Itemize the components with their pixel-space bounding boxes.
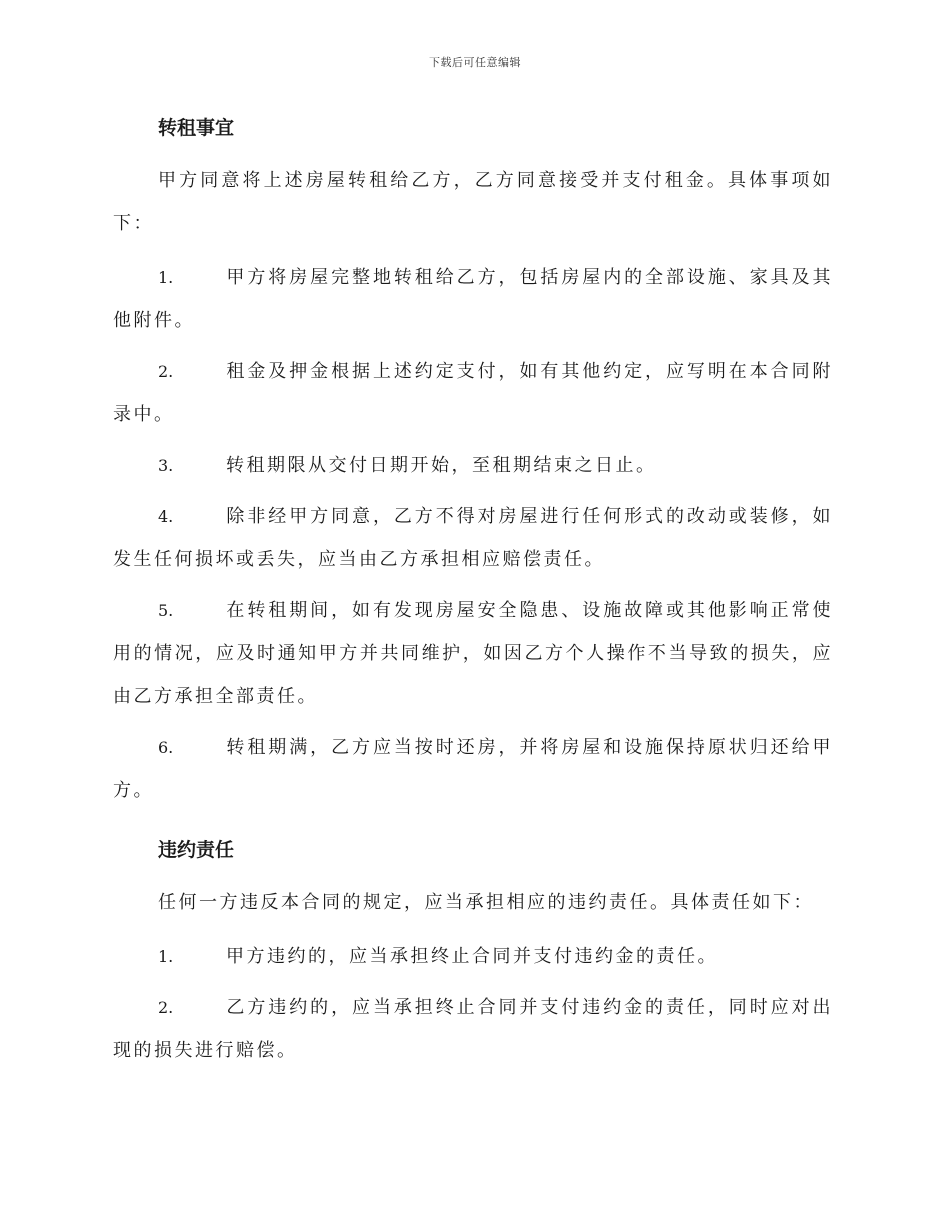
section-heading-sublease: 转租事宜 (158, 117, 235, 139)
list-item (113, 935, 833, 978)
item-number: 2. (158, 362, 174, 381)
item-text: 甲方将房屋完整地转租给乙方，包括房屋内的全部设施、家具及其他附件。 (113, 267, 833, 331)
list-item (113, 986, 833, 1072)
item-text: 租金及押金根据上述约定支付，如有其他约定，应写明在本合同附录中。 (113, 361, 833, 425)
section-intro-breach: 任何一方违反本合同的规定，应当承担相应的违约责任。具体责任如下： (158, 892, 814, 913)
list-item (113, 444, 833, 487)
list-item (113, 256, 833, 342)
item-text: 除非经甲方同意，乙方不得对房屋进行任何形式的改动或装修，如发生任何损坏或丢失，应当由乙方承担相应赔偿责任。 (113, 506, 833, 570)
item-text: 乙方违约的，应当承担终止合同并支付违约金的责任，同时应对出现的损失进行赔偿。 (113, 997, 833, 1061)
list-item (113, 589, 833, 718)
list-item (113, 495, 833, 581)
item-text: 甲方违约的，应当承担终止合同并支付违约金的责任。 (226, 946, 718, 967)
item-text: 在转租期间，如有发现房屋安全隐患、设施故障或其他影响正常使用的情况，应及时通知甲方并共同维护，如因乙方个人操作不当导致的损失，应由乙方承担全部责任。 (113, 600, 833, 707)
item-number: 3. (158, 456, 174, 475)
section-intro-sublease: 甲方同意将上述房屋转租给乙方，乙方同意接受并支付租金。具体事项如下： (113, 170, 833, 234)
item-number: 5. (158, 601, 174, 620)
list-item (113, 726, 833, 812)
item-number: 1. (158, 268, 174, 287)
item-number: 1. (158, 947, 174, 966)
document-body (113, 108, 833, 1072)
item-text: 转租期限从交付日期开始，至租期结束之日止。 (226, 455, 657, 476)
page-header: 下载后可任意编辑 (429, 56, 521, 69)
item-number: 4. (158, 507, 174, 526)
item-text: 转租期满，乙方应当按时还房，并将房屋和设施保持原状归还给甲方。 (113, 737, 833, 801)
item-number: 2. (158, 998, 174, 1017)
list-item (113, 350, 833, 436)
item-number: 6. (158, 738, 174, 757)
section-heading-breach: 违约责任 (158, 839, 235, 861)
